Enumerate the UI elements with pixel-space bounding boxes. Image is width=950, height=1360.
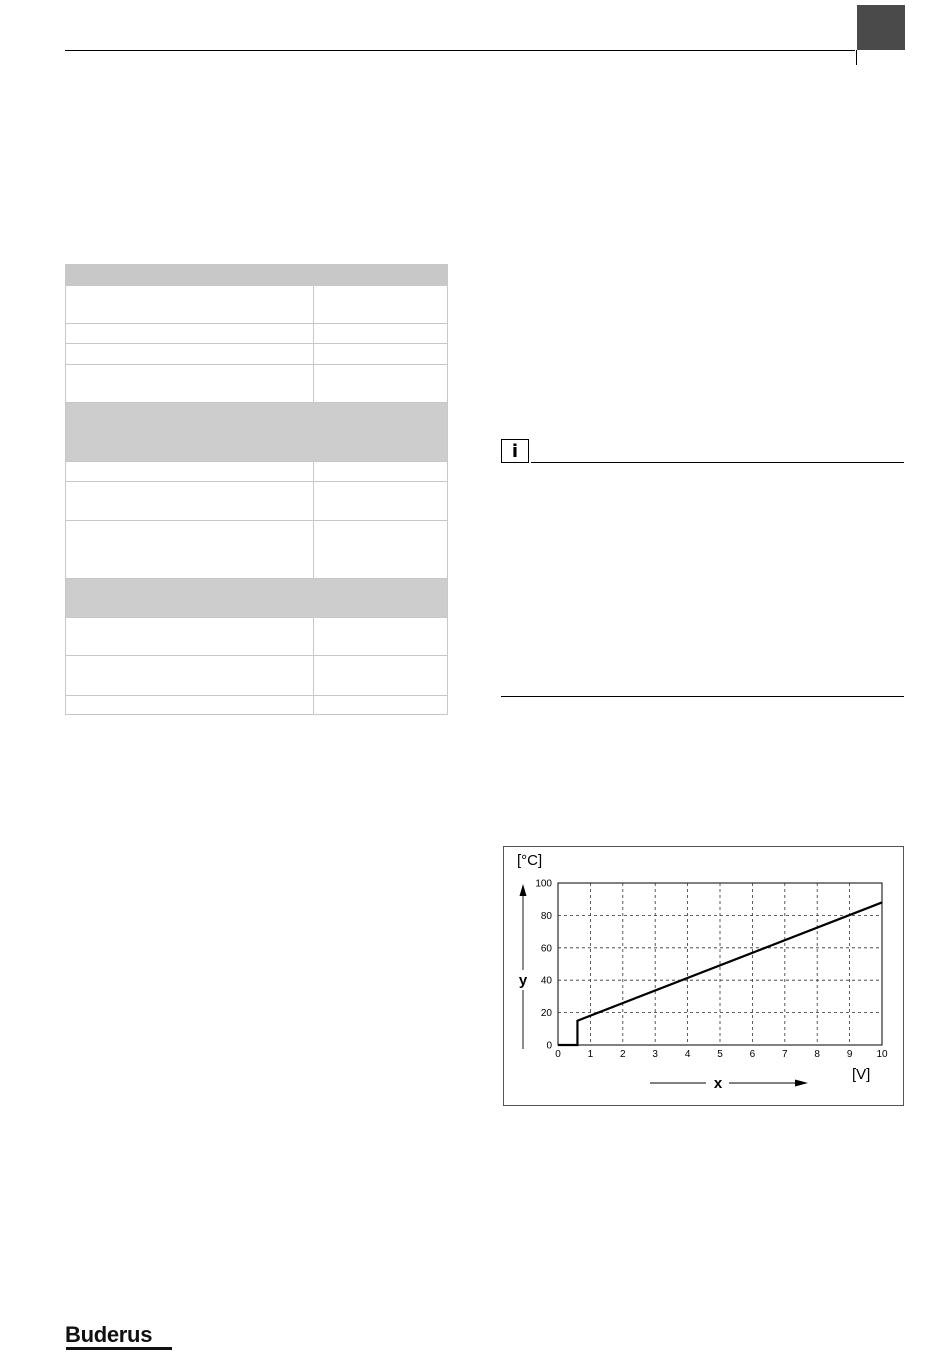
table-row <box>66 656 448 696</box>
chapter-tab <box>857 5 905 50</box>
table-section-cell <box>66 579 448 618</box>
x-tick-label: 2 <box>620 1049 626 1060</box>
table-cell-value <box>314 521 448 579</box>
x-tick-label: 6 <box>749 1049 756 1060</box>
spec-table <box>65 264 448 715</box>
table-cell-value <box>314 656 448 696</box>
table-cell-value <box>314 696 448 715</box>
table-cell-value <box>314 265 448 286</box>
table-cell-label <box>66 656 314 696</box>
table-row <box>66 462 448 482</box>
y-tick-label: 100 <box>535 878 552 890</box>
x-tick-label: 9 <box>846 1049 853 1060</box>
table-header-row <box>66 265 448 286</box>
table-row <box>66 618 448 656</box>
y-axis-arrow-head <box>520 884 527 896</box>
x-axis-letter: x <box>713 1075 723 1092</box>
table-section-row <box>66 403 448 462</box>
table-cell-label <box>66 482 314 521</box>
x-tick-label: 8 <box>814 1049 820 1060</box>
table-cell-value <box>314 462 448 482</box>
x-axis-arrow-head <box>795 1080 808 1087</box>
note-end-rule <box>501 696 904 697</box>
table-row <box>66 324 448 344</box>
y-tick-label: 40 <box>540 975 552 987</box>
table-row <box>66 521 448 579</box>
info-rule <box>531 462 904 463</box>
info-glyph: i <box>511 440 519 462</box>
x-tick-label: 7 <box>782 1049 788 1060</box>
table-section-cell <box>66 403 448 462</box>
table-cell-value <box>314 344 448 365</box>
table-cell-value <box>314 324 448 344</box>
x-tick-label: 5 <box>717 1049 723 1060</box>
table-cell-value <box>314 365 448 403</box>
x-tick-label: 3 <box>652 1049 658 1060</box>
x-tick-label: 0 <box>555 1049 561 1060</box>
table-cell-label <box>66 365 314 403</box>
table-cell-value <box>314 618 448 656</box>
info-icon <box>501 439 529 463</box>
tab-tick <box>856 50 857 65</box>
table-cell-label <box>66 618 314 656</box>
table-cell-label <box>66 324 314 344</box>
table-row <box>66 696 448 715</box>
table-row <box>66 365 448 403</box>
y-tick-label: 80 <box>540 910 552 922</box>
y-tick-label: 20 <box>540 1008 552 1020</box>
logo-underline <box>66 1347 172 1350</box>
table-row <box>66 286 448 324</box>
x-tick-label: 10 <box>876 1049 888 1060</box>
table-cell-label <box>66 286 314 324</box>
x-tick-label: 1 <box>587 1049 594 1060</box>
table-cell-label <box>66 265 314 286</box>
table-cell-value <box>314 286 448 324</box>
x-tick-label: 4 <box>684 1049 691 1060</box>
table-cell-label <box>66 462 314 482</box>
table-row <box>66 344 448 365</box>
table-cell-value <box>314 482 448 521</box>
x-axis-unit: [V] <box>852 1066 871 1083</box>
table-cell-label <box>66 696 314 715</box>
y-tick-label: 0 <box>546 1040 552 1052</box>
table-row <box>66 482 448 521</box>
characteristic-chart <box>503 846 904 1106</box>
table-section-row <box>66 579 448 618</box>
y-axis-unit: [°C] <box>517 852 543 869</box>
table-cell-label <box>66 521 314 579</box>
y-tick-label: 60 <box>540 943 552 955</box>
header-rule <box>65 50 855 51</box>
table-cell-label <box>66 344 314 365</box>
buderus-logo: Buderus <box>65 1322 153 1347</box>
y-axis-letter: y <box>518 972 528 989</box>
